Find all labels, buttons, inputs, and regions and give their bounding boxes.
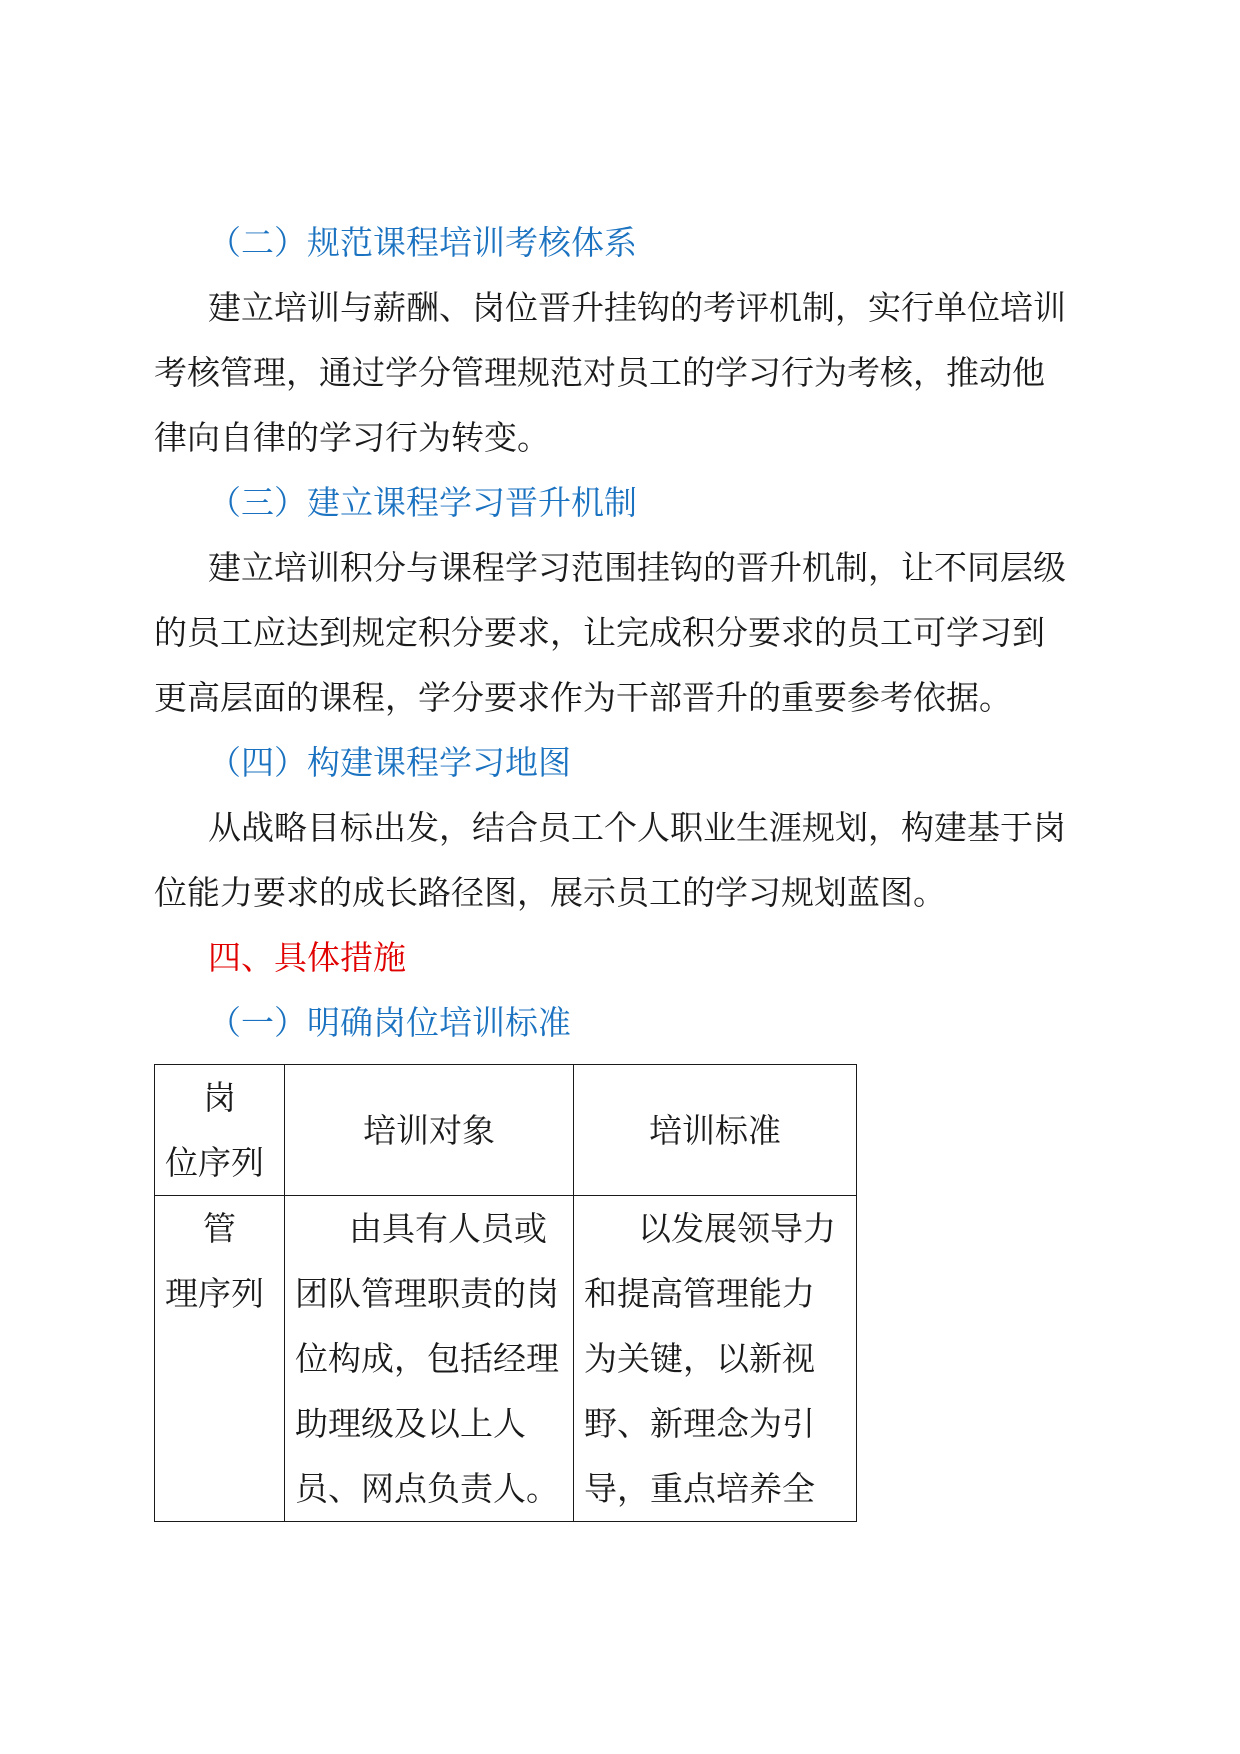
row1-training-standard [574, 1196, 857, 1522]
section-heading-4: （四）构建课程学习地图 [208, 743, 571, 782]
row1-col3-line-1: 以发展领导力 [638, 1209, 836, 1248]
section-heading-2: （二）规范课程培训考核体系 [208, 223, 637, 262]
row1-col2-line-2: 团队管理职责的岗 [295, 1274, 559, 1313]
section-heading-3: （三）建立课程学习晋升机制 [208, 483, 637, 522]
table-row [155, 1196, 857, 1522]
row1-col3-line-2: 和提高管理能力 [584, 1274, 815, 1313]
header-training-target: 培训对象 [285, 1065, 574, 1196]
paragraph-3-line-1: 建立培训积分与课程学习范围挂钩的晋升机制，让不同层级 [208, 548, 1066, 587]
table-header-row [155, 1065, 857, 1196]
row1-position-sequence [155, 1196, 285, 1522]
row1-col3-line-4: 野、新理念为引 [584, 1404, 815, 1443]
paragraph-2-line-3: 律向自律的学习行为转变。 [154, 418, 550, 457]
row1-col2-line-3: 位构成，包括经理 [295, 1339, 559, 1378]
paragraph-3-line-3: 更高层面的课程，学分要求作为干部晋升的重要参考依据。 [154, 678, 1012, 717]
header-col1-line-1: 岗 [203, 1078, 236, 1117]
row1-col3-line-3: 为关键，以新视 [584, 1339, 815, 1378]
row1-col1-line-1: 管 [203, 1209, 236, 1248]
paragraph-2-line-1: 建立培训与薪酬、岗位晋升挂钩的考评机制，实行单位培训 [208, 288, 1066, 327]
header-position-sequence [155, 1065, 285, 1196]
row1-col3-line-5: 导，重点培养全 [584, 1469, 815, 1508]
document-body [154, 210, 1084, 1055]
paragraph-2-line-2: 考核管理，通过学分管理规范对员工的学习行为考核，推动他 [154, 353, 1045, 392]
paragraph-4-line-2: 位能力要求的成长路径图，展示员工的学习规划蓝图。 [154, 873, 946, 912]
header-training-standard: 培训标准 [574, 1065, 857, 1196]
section-heading-5: （一）明确岗位培训标准 [208, 1003, 571, 1042]
paragraph-4-line-1: 从战略目标出发，结合员工个人职业生涯规划，构建基于岗 [208, 808, 1066, 847]
header-col1-line-2: 位序列 [165, 1143, 264, 1182]
row1-col2-line-5: 员、网点负责人。 [295, 1469, 559, 1508]
chapter-heading: 四、具体措施 [208, 938, 406, 977]
training-standard-table [154, 1064, 857, 1522]
row1-col2-line-1: 由具有人员或 [349, 1209, 547, 1248]
paragraph-3-line-2: 的员工应达到规定积分要求，让完成积分要求的员工可学习到 [154, 613, 1045, 652]
row1-col1-line-2: 理序列 [165, 1274, 264, 1313]
row1-training-target [285, 1196, 574, 1522]
row1-col2-line-4: 助理级及以上人 [295, 1404, 526, 1443]
